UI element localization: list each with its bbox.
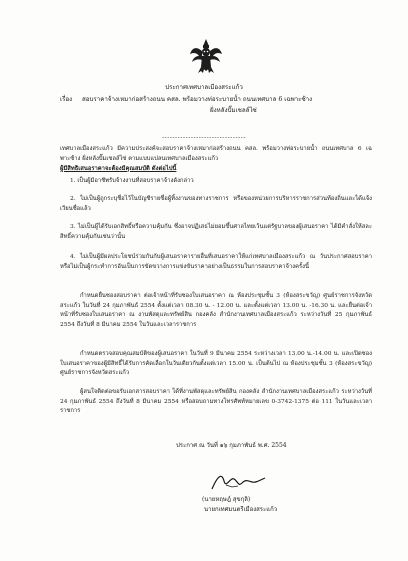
subject-text: สอบราคาจ้างเหมาก่อสร้างถนน คสล. พร้อมวางท่อระบายน้ำ ถนนเทศบาล 6 เฉพาะซ้าง — [82, 96, 313, 103]
document-contact-paragraph: ผู้สนใจติดต่อขอรับเอกสารสอบราคา ได้ที่งานพัสดุและทรัพย์สิน กองคลัง สำนักงานเทศบาลเมืองสระแก้ว ระหว่างวันที่ 24 กุมภาพันธ์ 2554 ถึงวันที่ 8 มีนาคม 2554 หรือสอบถามทางโทรศัพท์หมายเลข 0-3742-1375 ต่อ 111 ในวันและเวลาราชการ — [60, 389, 372, 415]
signer-name: (นายหฤษฎ์ สุขกุลิ) — [202, 496, 251, 503]
subject-text-continued: ฝั่งหลังปั๊มเชลล์ไซ่ — [210, 107, 257, 114]
subject-label: เรื่อง — [60, 96, 73, 103]
qualification-4: 4. ไม่เป็นผู้มีผลประโยชน์ร่วมกันกับผู้เสนอราคารายอื่นที่เสนอราคาให้แก่เทศบาลเมืองสระแก้ว ณ วันประกาศสอบราคาหรือไม่เป็นผู้กระทำการอันเป็นการขัดขวางการแข่งขันราคาอย่างเป็นธรรมในการสอบราคาจ้างครั้งนี้ — [60, 254, 372, 270]
qualifications-heading: ผู้มีสิทธิเสนอราคาจะต้องมีคุณสมบัติ ดังต่อไปนี้ — [60, 166, 177, 172]
garuda-emblem-icon — [190, 38, 222, 74]
qualification-2: 2. ไม่เป็นผู้ถูกระบุชื่อไว้ในบัญชีรายชื่อผู้ทิ้งงานของทางราชการ หรือของหน่วยการบริหารราชการส่วนท้องถิ่นและได้แจ้งเวียนชื่อแล้ว — [60, 196, 372, 212]
bid-submission-paragraph: กำหนดยื่นซองสอบราคา ต่อเจ้าหน้าที่รับซองใบเสนอราคา ณ ห้องประชุมชั้น 3 (ห้องสระขวัญ) ศูนย์ราชการจังหวัดสระแก้ว ในวันที่ 24 กุมภาพันธ์ 2554 ตั้งแต่เวลา 08.30 น. - 12.00 น. และตั้งแต่เวลา 13.00 น. -16.30 น. และยื่นต่อเจ้าหน้าที่รับซองใบเสนอราคา ณ งานพัสดุและทรัพย์สิน กองคลัง สำนักงานเทศบาลเมืองสระแก้ว ระหว่างวันที่ 25 กุมภาพันธ์ 2554 ถึงวันที่ 8 มีนาคม 2554 ในวันและเวลาราชการ — [60, 293, 372, 328]
bid-opening-paragraph: กำหนดตรวจสอบคุณสมบัติของผู้เสนอราคา ในวันที่ 9 มีนาคม 2554 ระหว่างเวลา 13.00 น.-14.00 น. และเปิดซองใบเสนอราคาของผู้มีสิทธิ์ได้รับการคัดเลือกในวันเดียวกันตั้งแต่เวลา 15.00 น. เป็นต้นไป ณ ห้องประชุมชั้น 3 (ห้องสระขวัญ) ศูนย์ราชการจังหวัดสระแก้ว — [60, 351, 372, 377]
announcement-title: ประกาศเทศบาลเมืองสระแก้ว — [165, 84, 243, 91]
announcement-date: ประกาศ ณ วันที่ ๑๖ กุมภาพันธ์ พ.ศ. 2554 — [176, 442, 287, 449]
intro-paragraph: เทศบาลเมืองสระแก้ว มีความประสงค์จะสอบราคาจ้างเหมาก่อสร้างถนน คสล. พร้อมวางท่อระบายน้ำ ถนนเทศบาล 6 เฉพาะซ้าง ฝั่งหลังปั๊มเชลล์ไซ่ ตามแบบแปลนเทศบาลเมืองสระแก้ว — [60, 146, 372, 162]
qualification-3: 3. ไม่เป็นผู้ได้รับเอกสิทธิ์หรือความคุ้มกัน ซึ่งอาจปฏิเสธไม่ยอมขึ้นศาลไทยเว้นแต่รัฐบาลของผู้เสนอราคา ได้มีคำสั่งให้สละสิทธิ์ความคุ้มกันเช่นว่านั้น — [60, 224, 372, 240]
signer-title: นายกเทศมนตรีเมืองสระแก้ว — [204, 506, 278, 513]
divider: -------------------------------- — [161, 134, 247, 141]
qualification-1: 1. เป็นผู้มีอาชีพรับจ้างงานที่สอบราคาจ้างดังกล่าว — [70, 178, 194, 184]
handwritten-signature — [208, 469, 268, 495]
